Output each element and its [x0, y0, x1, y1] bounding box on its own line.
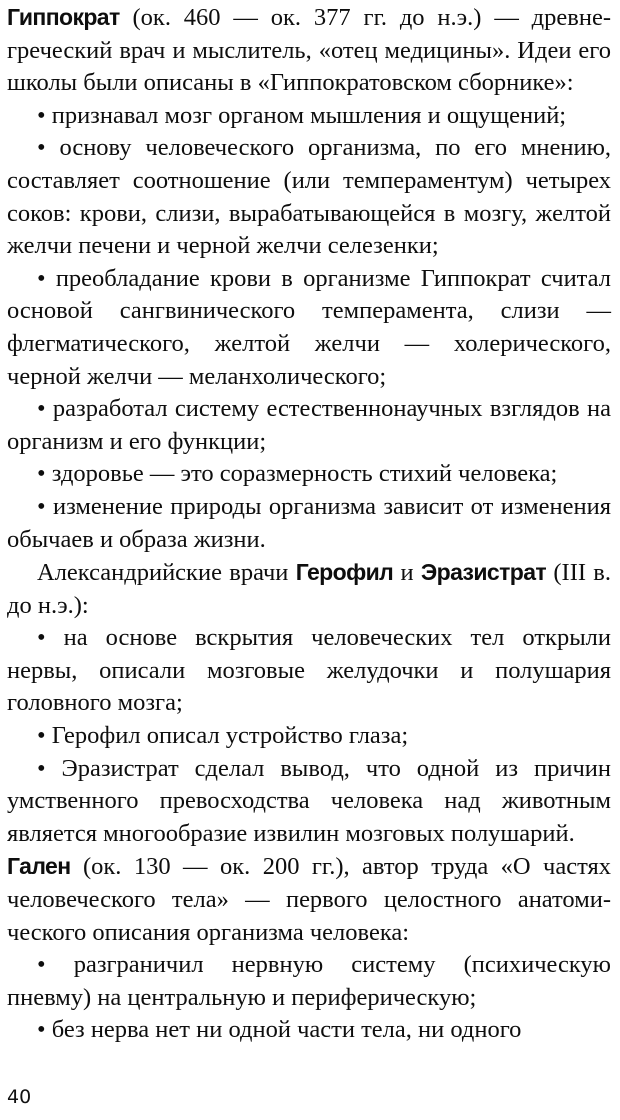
bullet-health: • здоровье — это соразмерность стихий человека; — [37, 460, 558, 488]
name-herophilus: Герофил — [295, 559, 394, 586]
bullet-natural-science: • разработал систему естественнонаучных взглядов на организм и его функции; — [7, 395, 611, 455]
bullet-nerve: • без нерва нет ни одной части тела, ни одного — [37, 1016, 522, 1044]
name-galen: Гален — [7, 853, 71, 880]
bullet-eye: • Герофил описал устройство глаза; — [37, 722, 409, 750]
name-hippocrates: Гиппократ — [7, 4, 120, 30]
paragraph-galen: Гален (ок. 130 — ок. 200 гг.), автор труда «О частях человеческого тела» — первого целостного анатомического описания организма человека: — [7, 853, 611, 946]
bullet-temperaments: • преобладание крови в организме Гиппократ считал основой сангвинического темперамента, слизи — флегматического, желтой желчи — холерического, черной желчи — меланхолического; — [7, 264, 611, 390]
bullet-nature-change: • изменение природы организма зависит от изменения обычаев и образа жизни. — [7, 492, 611, 553]
name-erasistratus: Эразистрат — [420, 559, 547, 586]
paragraph-hippocrates: Гиппократ (ок. 460 — ок. 377 гг. до н.э.) — древнегреческий врач и мыслитель, «отец медицины». Идеи его школы были описаны в «Гиппократовском сборнике»: — [7, 4, 611, 97]
paragraph-alexandrian: Александрийские врачи Герофил и Эразистрат (III в. до н.э.): — [7, 559, 612, 619]
bullet-convolutions: • Эразистрат сделал вывод, что одной из причин умственного превосходства человека над животным является многообразие извилин мозговых полушарий. — [7, 754, 611, 847]
body-text — [7, 1, 611, 1047]
bullet-nervous-system: • разграничил нервную систему (психическую пневму) на центральную и периферическую; — [7, 951, 611, 1011]
bullet-brain-organ: • признавал мозг органом мышления и ощущений; — [37, 101, 567, 129]
page-number: 40 — [7, 1086, 32, 1108]
bullet-dissection: • на основе вскрытия человеческих тел открыли нервы, описали мозговые желудочки и полушария головного мозга; — [7, 624, 611, 717]
bullet-four-humors: • основу человеческого организма, по его мнению, составляет соотношение (или темпераментум) четырех соков: крови, слизи, вырабатывающейся в мозгу, желтой желчи печени и черной желчи селезенки; — [7, 134, 611, 260]
